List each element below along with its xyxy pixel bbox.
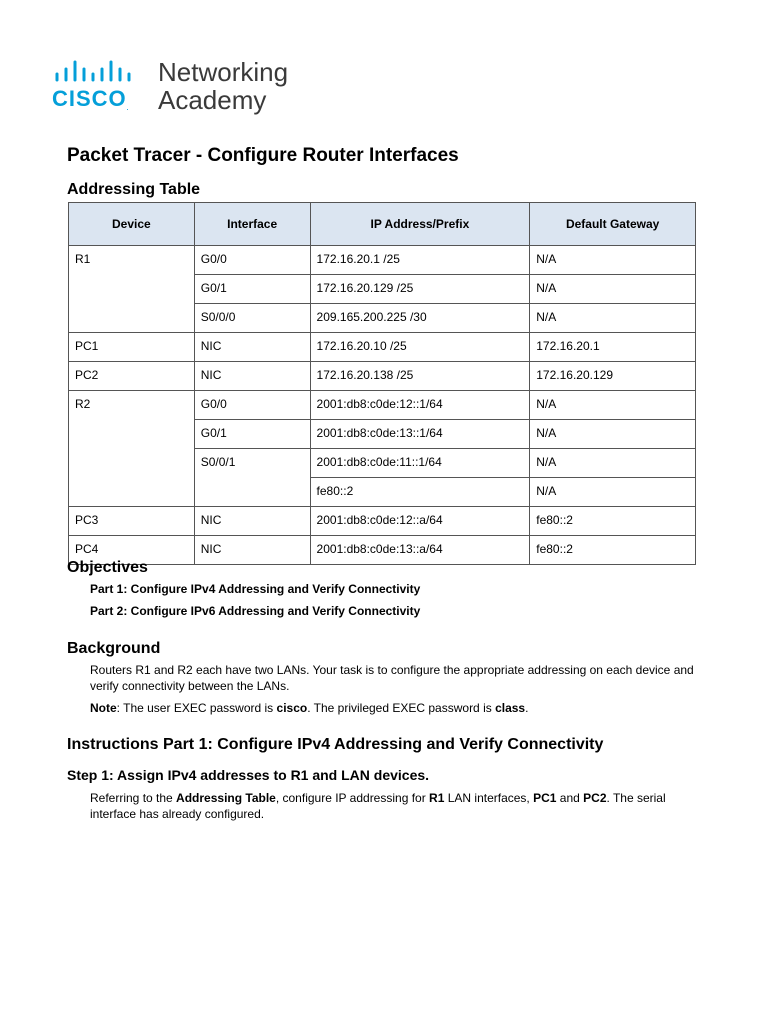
background-heading: Background [67, 640, 161, 657]
cell-interface: G0/0 [194, 246, 310, 275]
step1-bold-pc1: PC1 [533, 791, 557, 805]
cell-gateway: 172.16.20.1 [530, 333, 696, 362]
cell-ip: 2001:db8:c0de:11::1/64 [310, 449, 530, 478]
step1-text-2: , configure IP addressing for [275, 791, 430, 805]
table-row [69, 362, 696, 391]
cisco-bars-icon [54, 60, 150, 84]
step1-bold-r1: R1 [429, 791, 445, 805]
table-row [69, 391, 696, 420]
background-paragraph: Routers R1 and R2 each have two LANs. Your task is to configure the appropriate addressing on each device and verify connectivity between the LANs. [90, 663, 694, 693]
step1-bold-pc2: PC2 [583, 791, 607, 805]
cell-device [69, 449, 195, 478]
step1-text-5: . The serial interface has already configured. [90, 791, 666, 821]
cell-ip: fe80::2 [310, 478, 530, 507]
objective-part2: Part 2: Configure IPv6 Addressing and Verify Connectivity [90, 604, 421, 618]
step1-heading: Step 1: Assign IPv4 addresses to R1 and LAN devices. [67, 767, 430, 783]
cell-ip: 2001:db8:c0de:12::1/64 [310, 391, 530, 420]
cell-ip: 172.16.20.1 /25 [310, 246, 530, 275]
cell-gateway: N/A [530, 391, 696, 420]
cell-interface: NIC [194, 333, 310, 362]
cell-gateway: N/A [530, 304, 696, 333]
cell-interface: NIC [194, 362, 310, 391]
cell-device: PC1 [69, 333, 195, 362]
cell-device [69, 420, 195, 449]
cell-device: R2 [69, 391, 195, 420]
cell-interface: G0/0 [194, 391, 310, 420]
note-user-password: cisco [276, 701, 308, 715]
logo-networking-text: Networking [158, 57, 289, 87]
instructions-part1-heading: Instructions Part 1: Configure IPv4 Addressing and Verify Connectivity [67, 736, 604, 753]
step1-text-4: and [556, 791, 584, 805]
table-header-row [69, 203, 696, 246]
cisco-brand-text: CISCO [52, 86, 127, 111]
column-header-device: Device [69, 203, 195, 246]
page-title: Packet Tracer - Configure Router Interfaces [67, 145, 459, 166]
cell-interface: NIC [194, 507, 310, 536]
table-row [69, 304, 696, 333]
table-row [69, 420, 696, 449]
cell-interface [194, 478, 310, 507]
cell-interface: S0/0/0 [194, 304, 310, 333]
cell-interface: G0/1 [194, 275, 310, 304]
cell-ip: 172.16.20.129 /25 [310, 275, 530, 304]
cisco-wordmark: CISCO. [52, 86, 129, 112]
cell-ip: 2001:db8:c0de:13::1/64 [310, 420, 530, 449]
step1-paragraph [90, 790, 710, 822]
cell-interface: NIC [194, 536, 310, 565]
cell-device [69, 478, 195, 507]
cell-device: R1 [69, 246, 195, 275]
cell-gateway: fe80::2 [530, 507, 696, 536]
cell-ip: 2001:db8:c0de:12::a/64 [310, 507, 530, 536]
cell-interface: G0/1 [194, 420, 310, 449]
addressing-table-heading: Addressing Table [67, 181, 201, 198]
cell-device [69, 275, 195, 304]
cell-gateway: N/A [530, 246, 696, 275]
cell-interface: S0/0/1 [194, 449, 310, 478]
background-note [90, 700, 710, 716]
table-row [69, 333, 696, 362]
cell-device [69, 304, 195, 333]
cell-ip: 2001:db8:c0de:13::a/64 [310, 536, 530, 565]
note-privileged-password: class [495, 701, 526, 715]
objective-part1: Part 1: Configure IPv4 Addressing and Verify Connectivity [90, 582, 421, 596]
table-row [69, 536, 696, 565]
step1-text-1: Referring to the [90, 791, 177, 805]
cell-gateway: N/A [530, 275, 696, 304]
cell-ip: 209.165.200.225 /30 [310, 304, 530, 333]
note-text-2: . The privileged EXEC password is [307, 701, 496, 715]
cell-gateway: N/A [530, 420, 696, 449]
cell-device: PC3 [69, 507, 195, 536]
table-row [69, 246, 696, 275]
cell-ip: 172.16.20.10 /25 [310, 333, 530, 362]
cell-device: PC2 [69, 362, 195, 391]
table-row [69, 507, 696, 536]
table-row [69, 478, 696, 507]
note-text-3: . [525, 701, 529, 715]
cell-device: PC4 [69, 536, 195, 565]
column-header-interface: Interface [194, 203, 310, 246]
logo-academy-text: Academy [158, 85, 267, 115]
cell-ip: 172.16.20.138 /25 [310, 362, 530, 391]
step1-text-3: LAN interfaces, [444, 791, 534, 805]
column-header-ip-address: IP Address/Prefix [310, 203, 530, 246]
cisco-networking-academy-logo [52, 56, 312, 116]
objectives-heading: Objectives [67, 559, 148, 576]
table-row [69, 449, 696, 478]
note-text-1: : The user EXEC password is [116, 701, 277, 715]
cell-gateway: N/A [530, 449, 696, 478]
addressing-table [68, 202, 696, 565]
cell-gateway: N/A [530, 478, 696, 507]
column-header-default-gateway: Default Gateway [530, 203, 696, 246]
step1-bold-addressing-table: Addressing Table [176, 791, 276, 805]
cell-gateway: 172.16.20.129 [530, 362, 696, 391]
note-label: Note [90, 701, 117, 715]
table-row [69, 275, 696, 304]
cell-gateway: fe80::2 [530, 536, 696, 565]
